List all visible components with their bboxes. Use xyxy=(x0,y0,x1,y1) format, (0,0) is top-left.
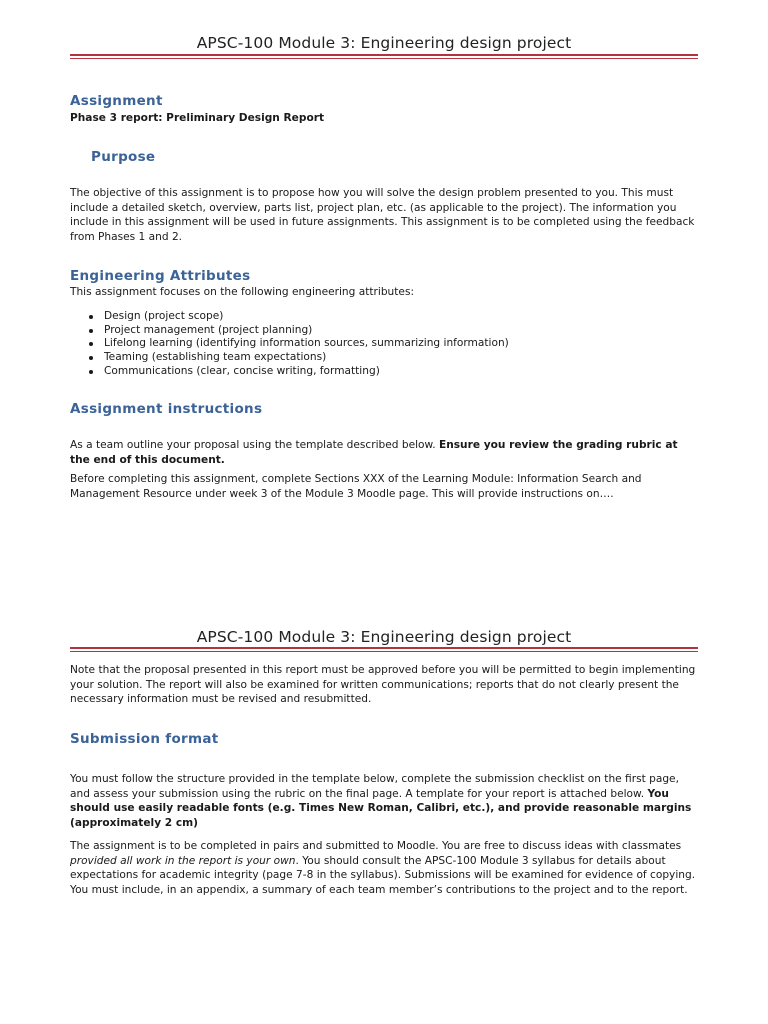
document-page-2 xyxy=(0,600,768,1024)
header-rule xyxy=(70,54,698,59)
list-item: Project management (project planning) xyxy=(70,324,700,338)
assignment-heading: Assignment xyxy=(70,93,163,109)
attributes-heading: Engineering Attributes xyxy=(70,268,251,284)
page-header: APSC-100 Module 3: Engineering design project xyxy=(196,34,572,52)
submission-text-a: The assignment is to be completed in pairs and submitted to Moodle. You are free to discuss ideas with classmates xyxy=(70,840,682,852)
instructions-paragraph-2: Before completing this assignment, complete Sections XXX of the Learning Module: Information Search and Management Resource under week 3 of the Module 3 Moodle page. This will provide instructions on…. xyxy=(70,473,642,500)
list-item: Communications (clear, concise writing, formatting) xyxy=(70,365,700,379)
submission-heading: Submission format xyxy=(70,731,219,747)
purpose-heading: Purpose xyxy=(91,149,156,165)
list-item: Teaming (establishing team expectations) xyxy=(70,351,700,365)
submission-text: You must follow the structure provided in the template below, complete the submission checklist on the first page, and assess your submission using the rubric on the final page. A template for your report is attached below. xyxy=(70,773,679,800)
list-item: Lifelong learning (identifying information sources, summarizing information) xyxy=(70,337,700,351)
page-header: APSC-100 Module 3: Engineering design project xyxy=(196,628,572,646)
instructions-text: As a team outline your proposal using the template described below. xyxy=(70,439,439,451)
assignment-subtitle: Phase 3 report: Preliminary Design Report xyxy=(70,112,325,124)
note-paragraph: Note that the proposal presented in this report must be approved before you will be permitted to begin implementing your solution. The report will also be examined for written communications; reports that do not clearly present the necessary information must be revised and resubmitted. xyxy=(70,664,696,706)
submission-paragraph-2 xyxy=(70,839,700,897)
submission-paragraph-1 xyxy=(70,772,700,830)
instructions-emphasis: Ensure you review the grading rubric at the end of this document. xyxy=(70,439,678,466)
submission-text-b: . You should consult the APSC-100 Module 3 syllabus for details about expectations for academic integrity (page 7-8 in the syllabus). Submissions will be examined for evidence of copying. You must include, in an appendix, a summary of each team member’s contributions to the project and to the report. xyxy=(70,854,696,896)
attributes-intro: This assignment focuses on the following engineering attributes: xyxy=(70,286,415,298)
instructions-heading: Assignment instructions xyxy=(70,401,263,417)
submission-emphasis: You should use easily readable fonts (e.g. Times New Roman, Calibri, etc.), and provide reasonable margins (approximately 2 cm) xyxy=(70,787,692,829)
instructions-paragraph-1 xyxy=(70,438,700,467)
attributes-list xyxy=(70,310,700,379)
list-item: Design (project scope) xyxy=(70,310,700,324)
header-rule xyxy=(70,647,698,652)
submission-italic: provided all work in the report is your own xyxy=(70,854,296,867)
purpose-paragraph: The objective of this assignment is to propose how you will solve the design problem presented to you. This must include a detailed sketch, overview, parts list, project plan, etc. (as applicable to the project). The information you include in this assignment will be used in future assignments. This assignment is to be completed using the feedback from Phases 1 and 2. xyxy=(70,187,695,243)
